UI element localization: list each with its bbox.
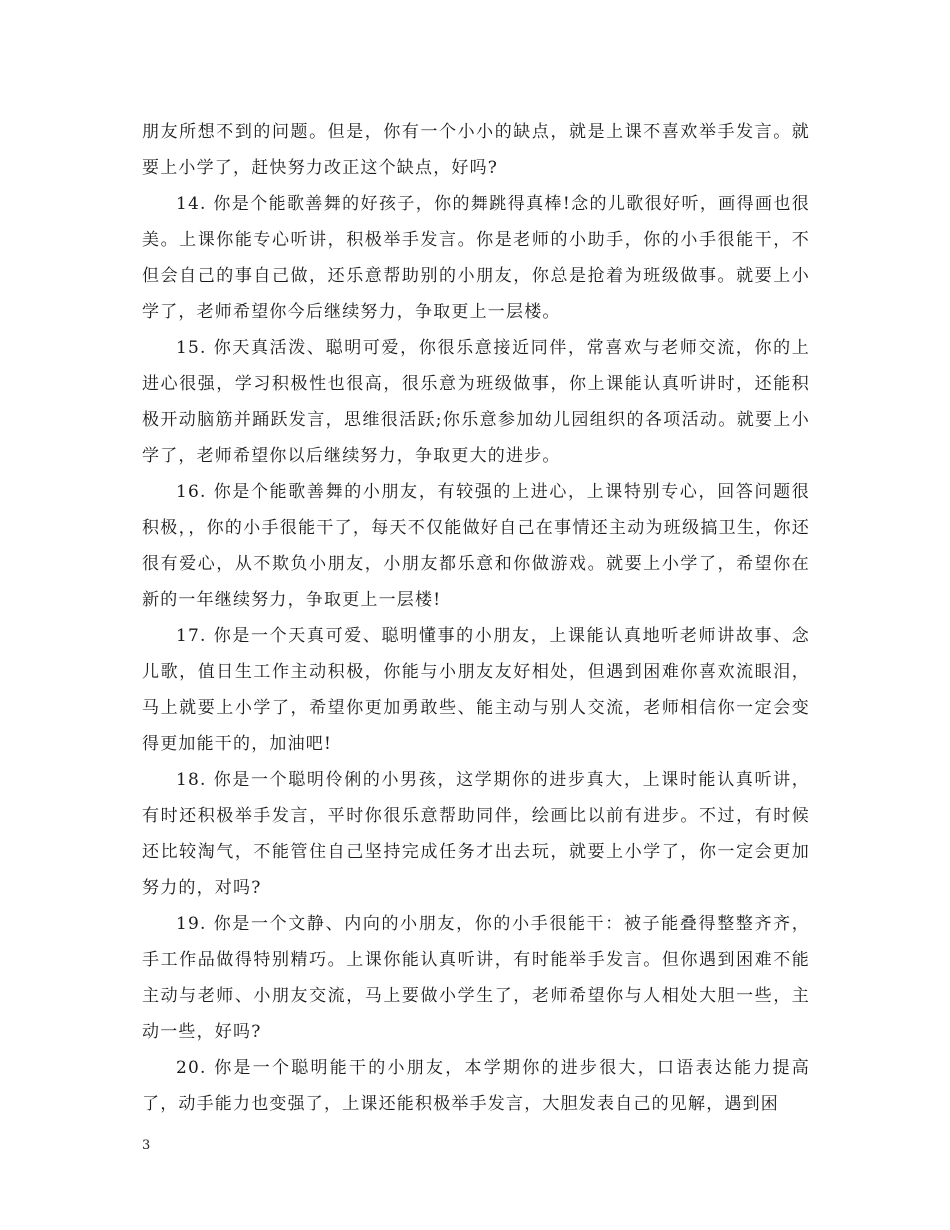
page-number: 3: [142, 1138, 151, 1153]
paragraph-item-14: 14. 你是个能歌善舞的好孩子，你的舞跳得真棒!念的儿歌很好听，画得画也很美。上课你能专心听讲，积极举手发言。你是老师的小助手，你的小手很能干，不但会自己的事自己做，还乐意帮助别的小朋友，你总是抢着为班级做事。就要上小学了，老师希望你今后继续努力，争取更上一层楼。: [142, 194, 810, 322]
paragraph-item-18: 18. 你是一个聪明伶俐的小男孩，这学期你的进步真大，上课时能认真听讲，有时还积极举手发言，平时你很乐意帮助同伴，绘画比以前有进步。不过，有时候还比较淘气，不能管住自己坚持完成任务才出去玩，就要上小学了，你一定会更加努力的，对吗?: [142, 770, 810, 898]
paragraph-continuation: 朋友所想不到的问题。但是，你有一个小小的缺点，就是上课不喜欢举手发言。就要上小学了，赶快努力改正这个缺点，好吗?: [142, 122, 810, 178]
paragraph-item-15: 15. 你天真活泼、聪明可爱，你很乐意接近同伴，常喜欢与老师交流，你的上进心很强，学习积极性也很高，很乐意为班级做事，你上课能认真听讲时，还能积极开动脑筋并踊跃发言，思维很活跃;你乐意参加幼儿园组织的各项活动。就要上小学了，老师希望你以后继续努力，争取更大的进步。: [142, 338, 810, 466]
paragraph-item-17: 17. 你是一个天真可爱、聪明懂事的小朋友，上课能认真地听老师讲故事、念儿歌，值日生工作主动积极，你能与小朋友友好相处，但遇到困难你喜欢流眼泪，马上就要上小学了，希望你更加勇敢些、能主动与别人交流，老师相信你一定会变得更加能干的，加油吧!: [142, 626, 810, 754]
paragraph-item-16: 16. 你是个能歌善舞的小朋友，有较强的上进心，上课特别专心，回答问题很积极，，你的小手很能干了，每天不仅能做好自己在事情还主动为班级搞卫生，你还很有爱心，从不欺负小朋友，小朋友都乐意和你做游戏。就要上小学了，希望你在新的一年继续努力，争取更上一层楼!: [142, 482, 810, 610]
document-body: [142, 114, 810, 1122]
paragraph-item-20: 20. 你是一个聪明能干的小朋友，本学期你的进步很大，口语表达能力提高了，动手能力也变强了，上课还能积极举手发言，大胆发表自己的见解，遇到困: [142, 1058, 810, 1114]
paragraph-item-19: 19. 你是一个文静、内向的小朋友，你的小手很能干：被子能叠得整整齐齐，手工作品做得特别精巧。上课你能认真听讲，有时能举手发言。但你遇到困难不能主动与老师、小朋友交流，马上要做小学生了，老师希望你与人相处大胆一些，主动一些，好吗?: [142, 914, 810, 1042]
